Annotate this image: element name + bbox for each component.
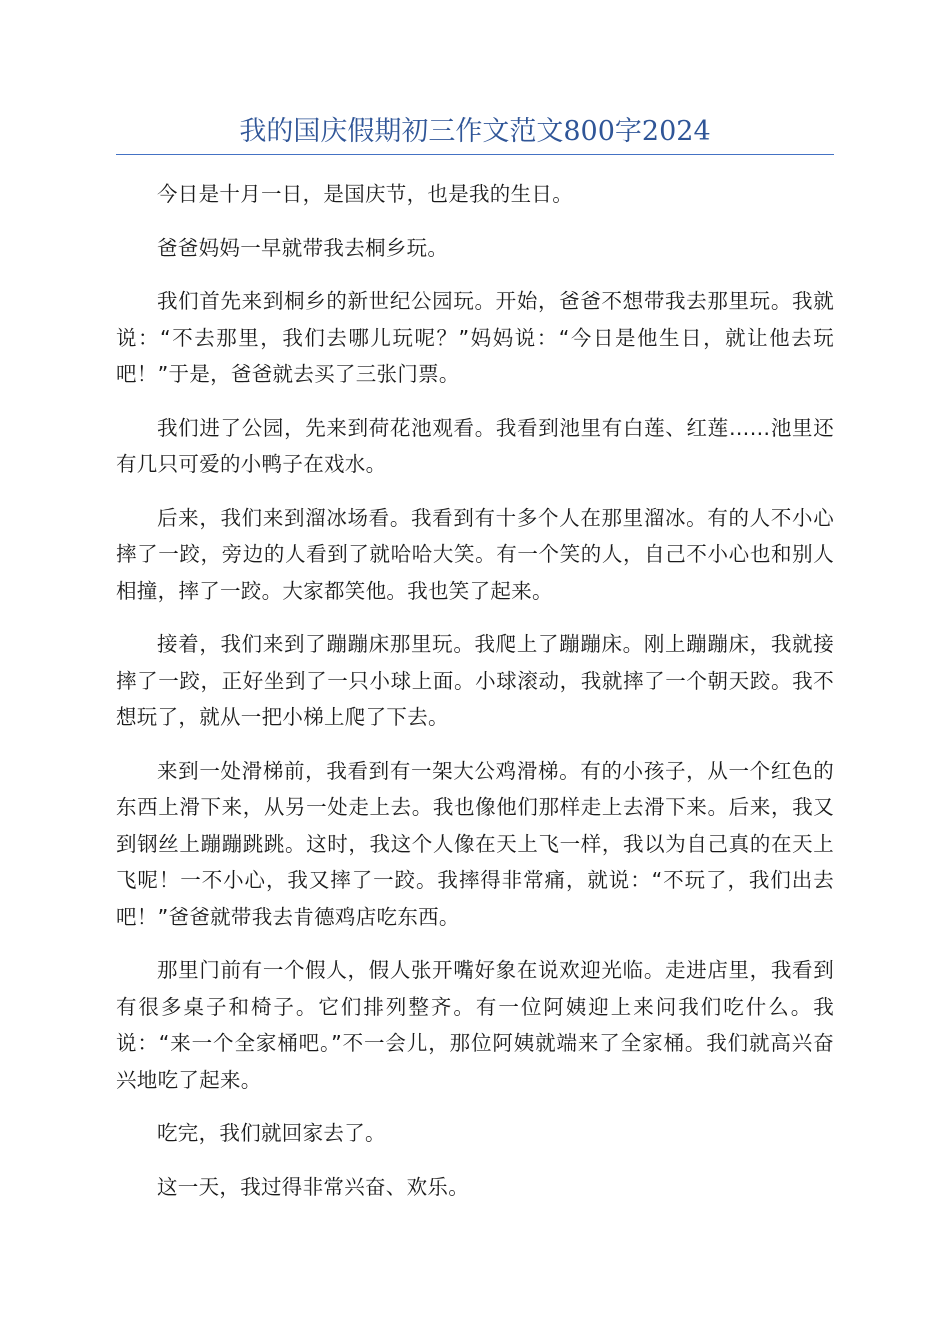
paragraph: 我们首先来到桐乡的新世纪公园玩。开始，爸爸不想带我去那里玩。我就说：“不去那里，我们去哪儿玩呢？”妈妈说：“今日是他生日，就让他去玩吧！”于是，爸爸就去买了三张门票。: [116, 289, 834, 386]
paragraph: 那里门前有一个假人，假人张开嘴好象在说欢迎光临。走进店里，我看到有很多桌子和椅子。它们排列整齐。有一位阿姨迎上来问我们吃什么。我说：“来一个全家桶吧。”不一会儿，那位阿姨就端来了全家桶。我们就高兴奋兴地吃了起来。: [116, 958, 834, 1092]
paragraph: 来到一处滑梯前，我看到有一架大公鸡滑梯。有的小孩子，从一个红色的东西上滑下来，从另一处走上去。我也像他们那样走上去滑下来。后来，我又到钢丝上蹦蹦跳跳。这时，我这个人像在天上飞一样，我以为自己真的在天上飞呢！一不小心，我又摔了一跤。我摔得非常痛，就说：“不玩了，我们出去吧！”爸爸就带我去肯德鸡店吃东西。: [116, 758, 834, 929]
document-title: 我的国庆假期初三作文范文800字2024: [239, 116, 711, 147]
document-body: [116, 176, 834, 1222]
paragraph: 今日是十月一日，是国庆节，也是我的生日。: [157, 182, 573, 206]
paragraph: 后来，我们来到溜冰场看。我看到有十多个人在那里溜冰。有的人不小心摔了一跤，旁边的人看到了就哈哈大笑。有一个笑的人，自己不小心也和别人相撞，摔了一跤。大家都笑他。我也笑了起来。: [116, 505, 834, 603]
title-underline: [116, 154, 834, 155]
paragraph: 这一天，我过得非常兴奋、欢乐。: [157, 1174, 469, 1199]
paragraph: 爸爸妈妈一早就带我去桐乡玩。: [157, 235, 449, 260]
paragraph: 接着，我们来到了蹦蹦床那里玩。我爬上了蹦蹦床。刚上蹦蹦床，我就接摔了一跤，正好坐到了一只小球上面。小球滚动，我就摔了一个朝天跤。我不想玩了，就从一把小梯上爬了下去。: [116, 632, 834, 729]
paragraph: 吃完，我们就回家去了。: [157, 1121, 386, 1145]
paragraph: 我们进了公园，先来到荷花池观看。我看到池里有白莲、红莲……池里还有几只可爱的小鸭子在戏水。: [116, 415, 834, 476]
